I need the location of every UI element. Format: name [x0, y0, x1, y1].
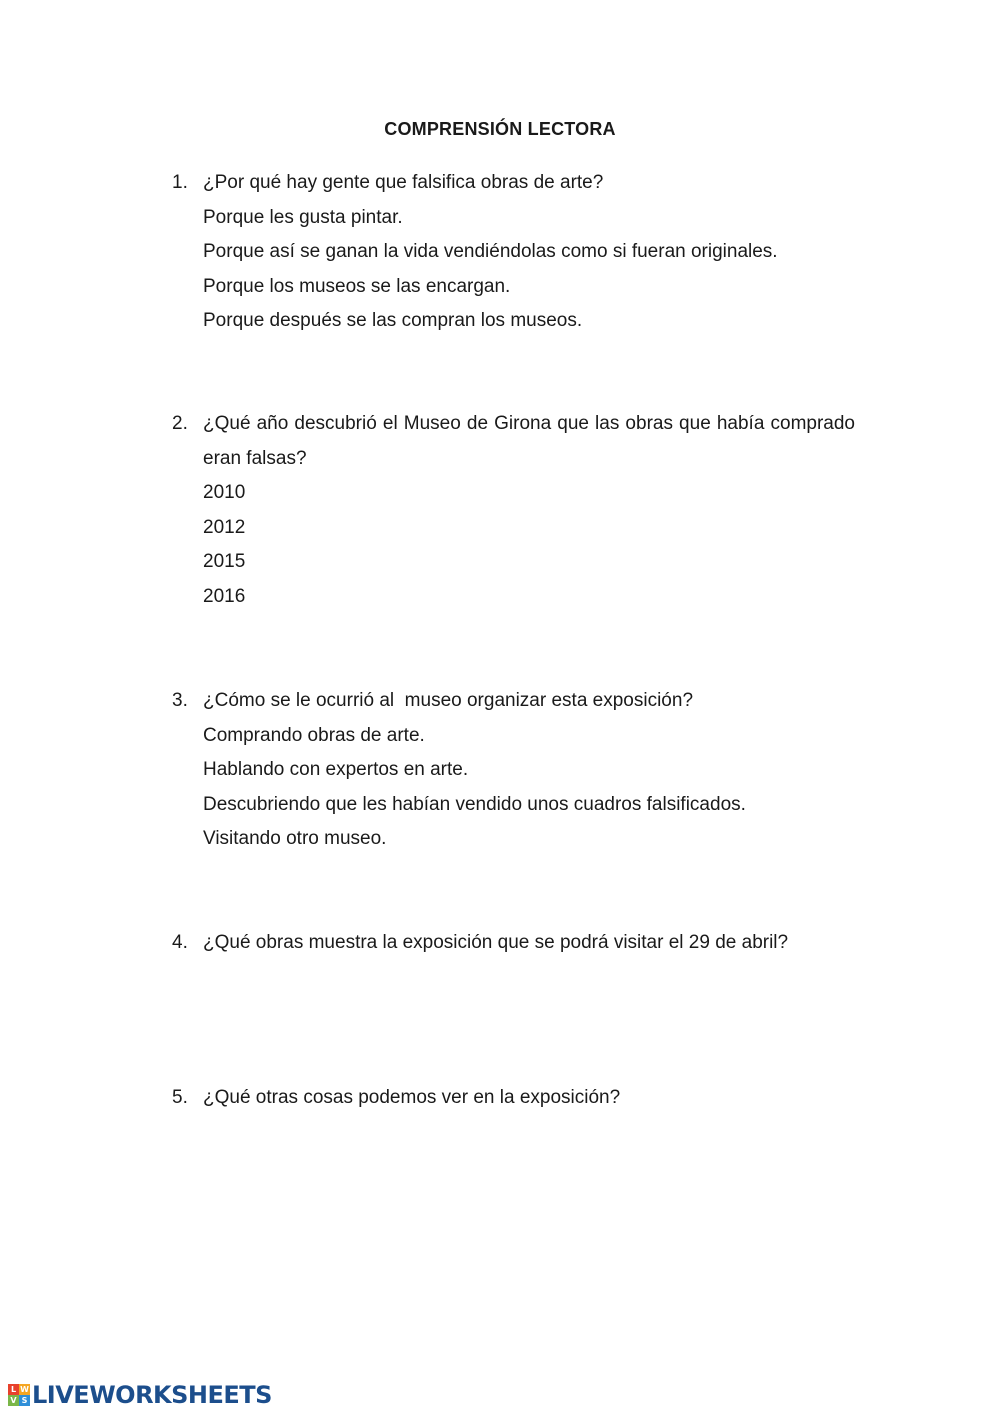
- question-text: ¿Qué año descubrió el Museo de Girona que las obras que había comprado eran falsas?: [203, 413, 855, 469]
- answer-option[interactable]: Hablando con expertos en arte.: [203, 759, 469, 780]
- logo-mark-letter: S: [19, 1395, 30, 1406]
- question-text: ¿Cómo se le ocurrió al museo organizar esta exposición?: [203, 690, 694, 711]
- question-number: 3.: [172, 690, 188, 711]
- answer-option[interactable]: Visitando otro museo.: [203, 828, 387, 849]
- question-number: 5.: [172, 1087, 188, 1108]
- answer-option[interactable]: 2015: [203, 551, 246, 572]
- answer-option[interactable]: 2012: [203, 516, 246, 538]
- question-5: [0, 1081, 1000, 1116]
- question-text: ¿Qué obras muestra la exposición que se podrá visitar el 29 de abril?: [203, 932, 789, 953]
- liveworksheets-logo[interactable]: [8, 1380, 272, 1410]
- question-text: ¿Por qué hay gente que falsifica obras de arte?: [203, 172, 604, 193]
- question-1: [0, 166, 1000, 339]
- logo-mark-icon: [8, 1384, 30, 1406]
- question-number: 4.: [172, 932, 188, 953]
- question-2: [0, 407, 1000, 614]
- answer-option[interactable]: Comprando obras de arte.: [203, 724, 425, 746]
- logo-mark-letter: V: [8, 1395, 19, 1406]
- question-number: 2.: [172, 413, 188, 434]
- answer-option[interactable]: Porque después se las compran los museos.: [203, 310, 583, 331]
- answer-option[interactable]: Porque así se ganan la vida vendiéndolas como si fueran originales.: [203, 241, 778, 262]
- answer-option[interactable]: Descubriendo que les habían vendido unos cuadros falsificados.: [203, 793, 746, 815]
- answer-option[interactable]: Porque los museos se las encargan.: [203, 275, 511, 297]
- answer-option[interactable]: 2010: [203, 482, 246, 503]
- answer-option[interactable]: Porque les gusta pintar.: [203, 206, 403, 228]
- question-text: ¿Qué otras cosas podemos ver en la exposición?: [203, 1087, 621, 1108]
- question-number: 1.: [172, 172, 188, 193]
- answer-option[interactable]: 2016: [203, 585, 246, 607]
- question-4: [0, 926, 1000, 961]
- question-3: [0, 684, 1000, 857]
- page-title: COMPRENSIÓN LECTORA: [384, 119, 616, 139]
- logo-text: LIVEWORKSHEETS: [32, 1381, 272, 1409]
- logo-mark-letter: W: [20, 1385, 29, 1394]
- logo-mark-letter: L: [8, 1384, 19, 1395]
